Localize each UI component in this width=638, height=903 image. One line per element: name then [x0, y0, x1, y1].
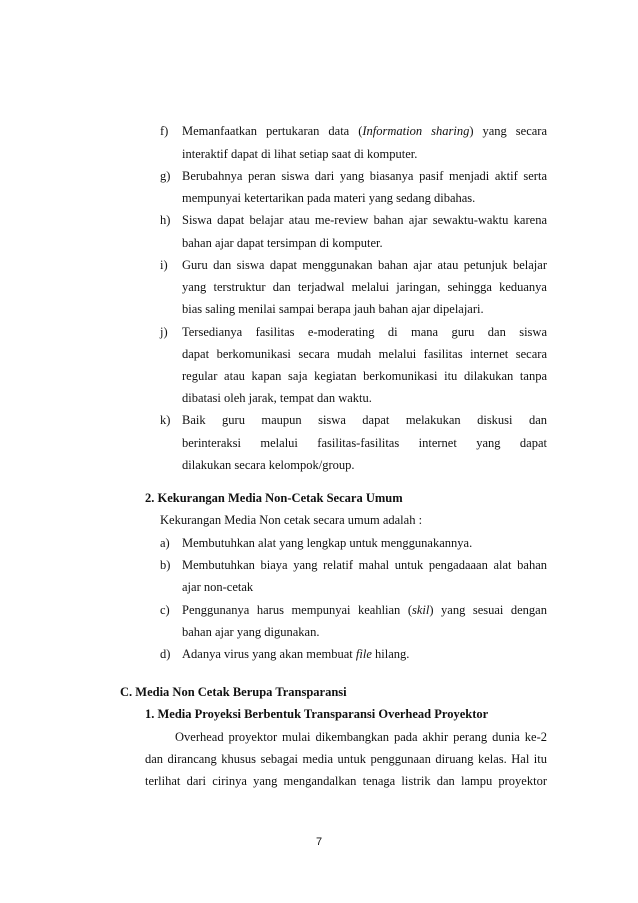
- list-item-line: Tersedianya fasilitas e-moderating di mana guru dan siswa: [182, 325, 547, 339]
- list-item-line: Siswa dapat belajar atau me-review bahan ajar sewaktu-waktu karena: [182, 213, 547, 227]
- list-marker: b): [160, 558, 171, 572]
- list-marker: g): [160, 169, 171, 183]
- list-item-line: Guru dan siswa dapat menggunakan bahan ajar atau petunjuk belajar: [182, 258, 547, 272]
- paragraph-line: Overhead proyektor mulai dikembangkan pada akhir perang dunia ke-2: [175, 730, 547, 744]
- section-heading: C. Media Non Cetak Berupa Transparansi: [120, 685, 347, 699]
- paragraph-line: terlihat dari cirinya yang mengandalkan tenaga listrik dan lampu proyektor: [145, 774, 547, 788]
- subsection-heading: 1. Media Proyeksi Berbentuk Transparansi Overhead Proyektor: [145, 707, 489, 721]
- list-item-line: bahan ajar dapat tersimpan di komputer.: [182, 236, 383, 250]
- list-item-line: Membutuhkan biaya yang relatif mahal untuk pengadaaan alat bahan: [182, 558, 547, 572]
- list-marker: a): [160, 536, 170, 550]
- list-marker: h): [160, 213, 171, 227]
- list-item-line: bahan ajar yang digunakan.: [182, 625, 320, 639]
- list-marker: d): [160, 647, 171, 661]
- section-heading: 2. Kekurangan Media Non-Cetak Secara Umum: [145, 491, 403, 505]
- section-intro: Kekurangan Media Non cetak secara umum adalah :: [160, 513, 423, 527]
- list-item-line: bias saling menilai sampai berapa jauh bahan ajar dipelajari.: [182, 302, 484, 316]
- list-item-line: Berubahnya peran siswa dari yang biasanya pasif menjadi aktif serta: [182, 169, 547, 183]
- paragraph-line: dan dirancang khusus sebagai media untuk penggunaan diruang kelas. Hal itu: [145, 752, 547, 766]
- list-item-line: regular atau kapan saja kegiatan berkomunikasi itu dilakukan tanpa: [182, 369, 547, 383]
- list-item-line: Baik guru maupun siswa dapat melakukan diskusi dan: [182, 413, 547, 427]
- list-item-line: interaktif dapat di lihat setiap saat di komputer.: [182, 147, 418, 161]
- list-item-line: dilakukan secara kelompok/group.: [182, 458, 355, 472]
- list-marker: c): [160, 603, 170, 617]
- list-item-line: yang terstruktur dan terjadwal melalui jaringan, sehingga keduanya: [182, 280, 547, 294]
- list-marker: k): [160, 413, 171, 427]
- list-marker: f): [160, 124, 169, 138]
- list-item-line: Memanfaatkan pertukaran data (Information sharing) yang secara: [182, 124, 548, 138]
- list-item-line: dibatasi oleh jarak, tempat dan waktu.: [182, 391, 372, 405]
- list-marker: j): [160, 325, 168, 339]
- list-item-line: mempunyai ketertarikan pada materi yang sedang dibahas.: [182, 191, 476, 205]
- list-marker: i): [160, 258, 168, 272]
- list-item-line: dapat berkomunikasi secara mudah melalui fasilitas internet secara: [182, 347, 547, 361]
- list-item-line: Penggunanya harus mempunyai keahlian (skil) yang sesuai dengan: [182, 603, 547, 617]
- list-item-line: Membutuhkan alat yang lengkap untuk menggunakannya.: [182, 536, 473, 550]
- page-number: 7: [315, 836, 323, 848]
- list-item-line: berinteraksi melalui fasilitas-fasilitas internet yang dapat: [182, 436, 547, 450]
- list-item-line: ajar non-cetak: [182, 580, 254, 594]
- list-item-line: Adanya virus yang akan membuat file hilang.: [182, 647, 410, 661]
